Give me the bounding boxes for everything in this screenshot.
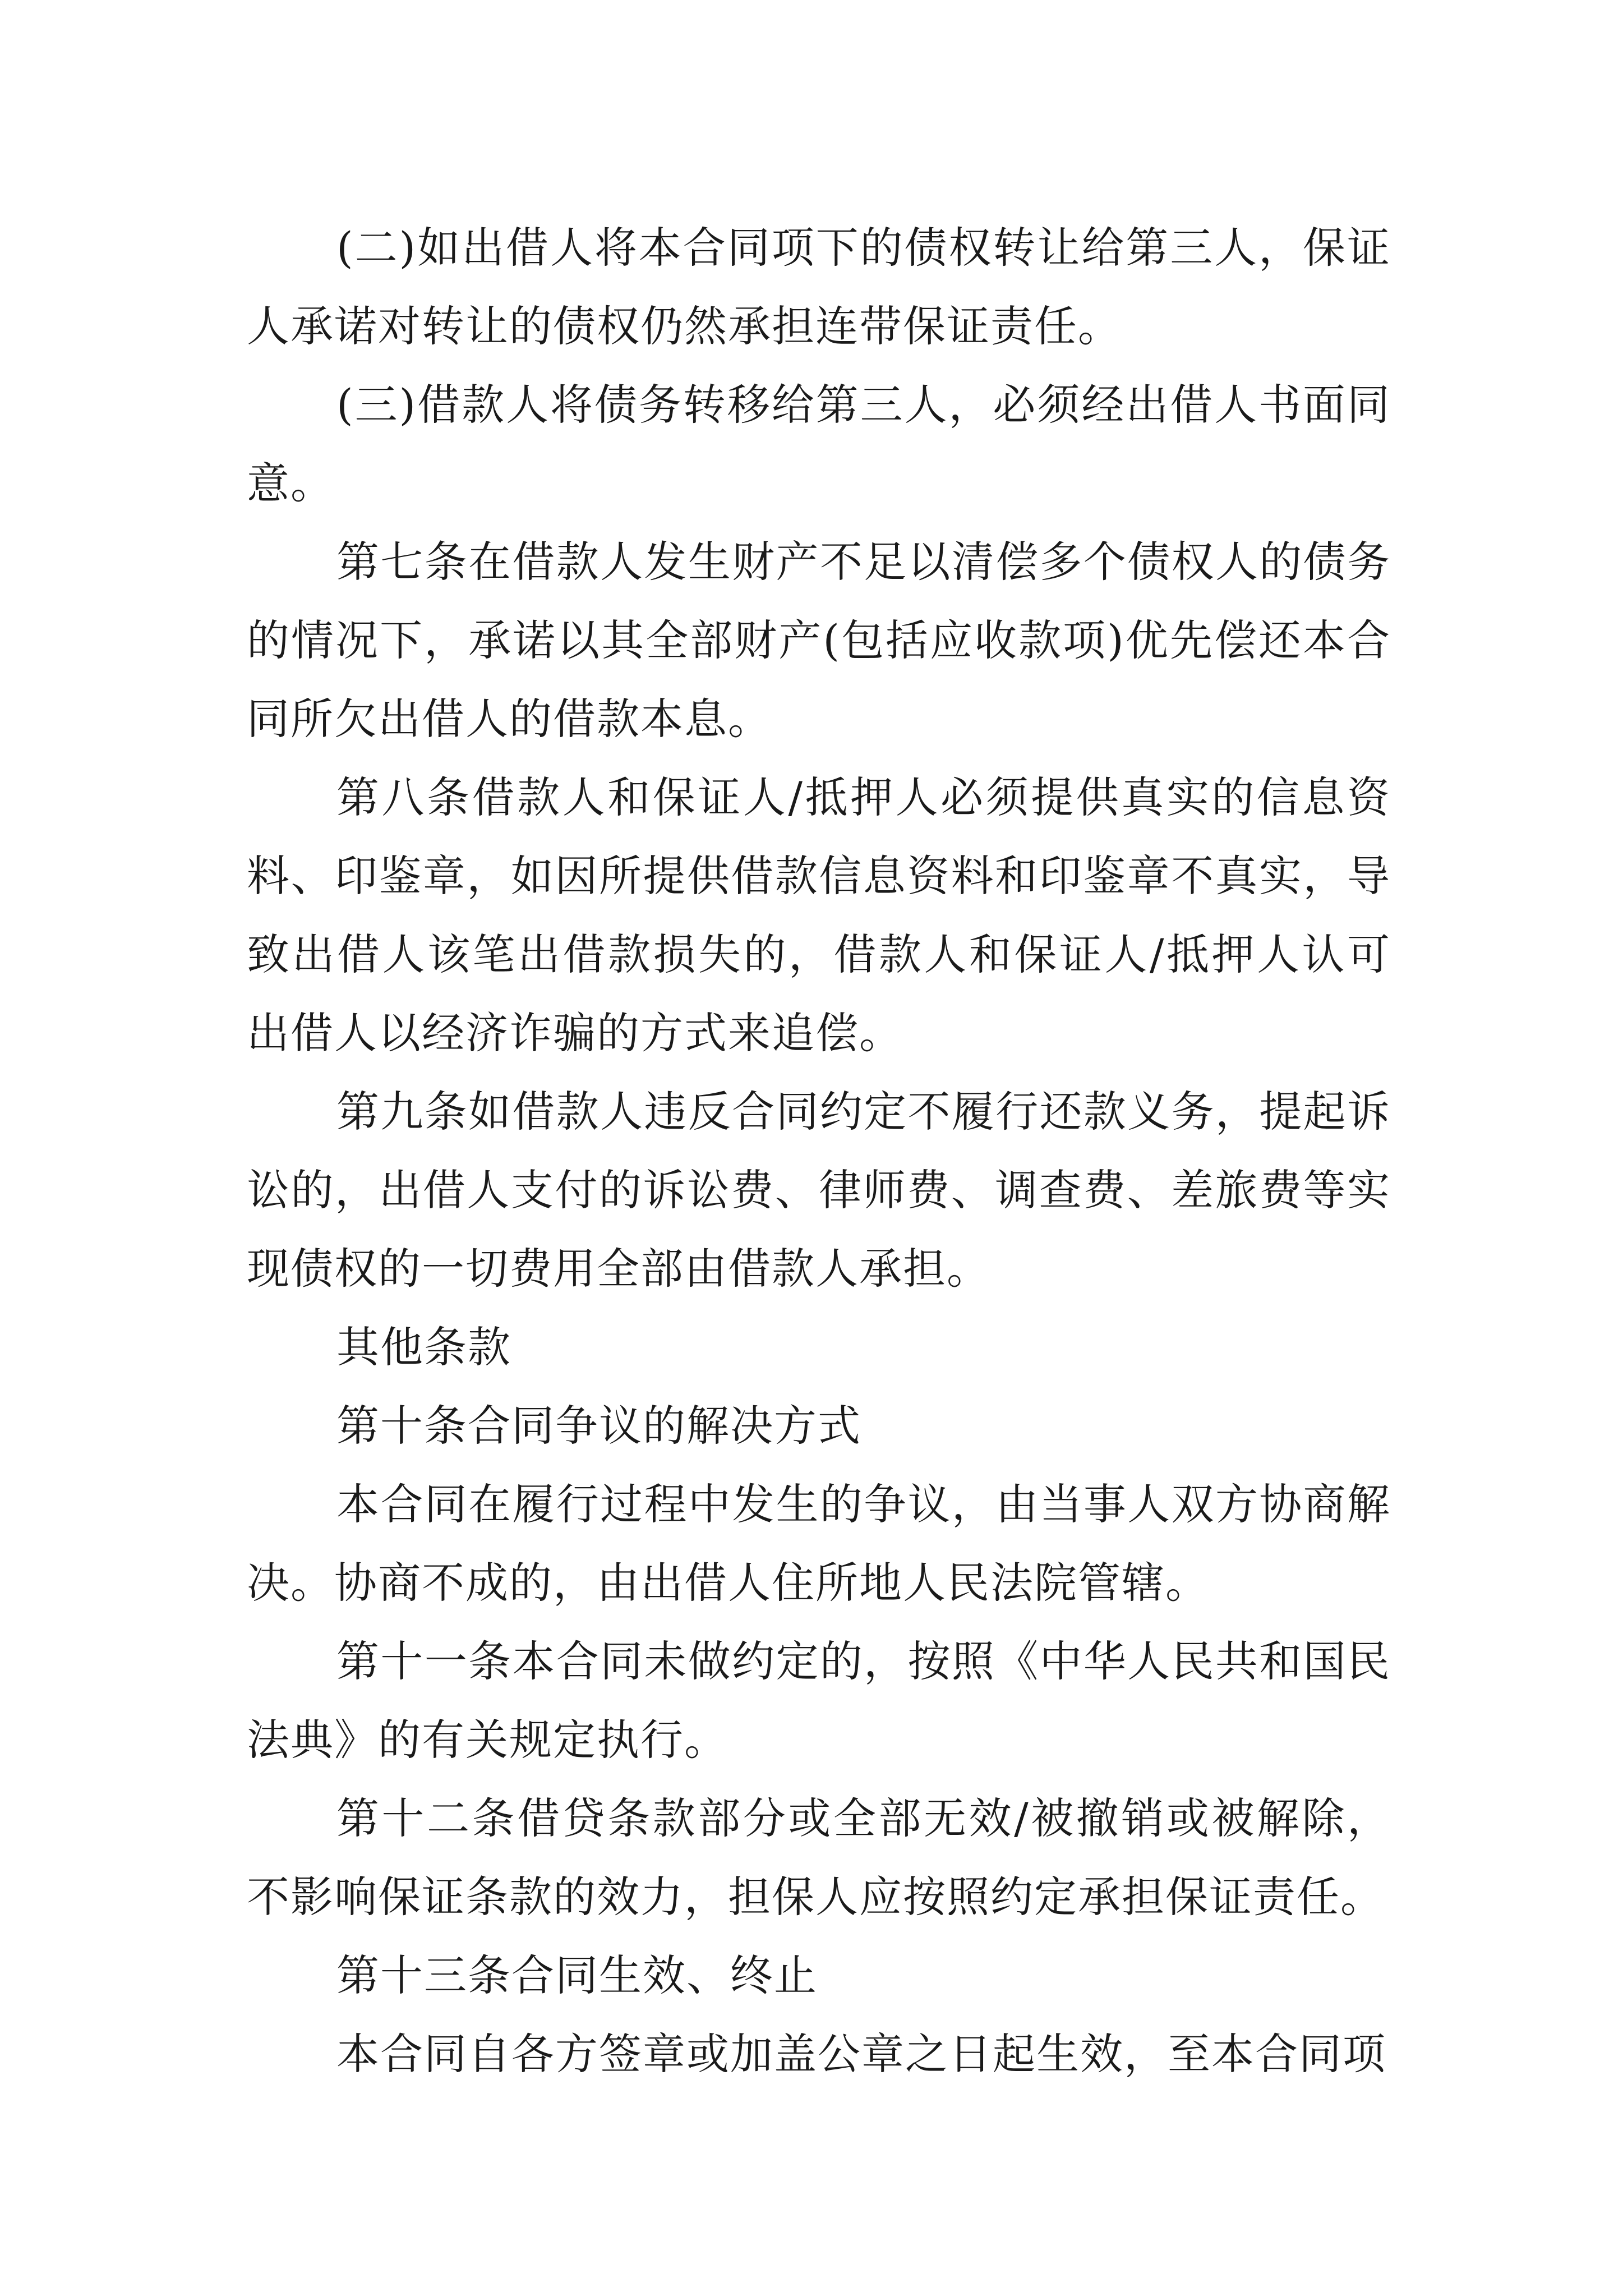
paragraph-clause-6-2: (二)如出借人将本合同项下的债权转让给第三人，保证人承诺对转让的债权仍然承担连带保证责任。 xyxy=(247,223,1391,351)
paragraph-article-8: 第八条借款人和保证人/抵押人必须提供真实的信息资料、印鉴章，如因所提供借款信息资料和印鉴章不真实，导致出借人该笔出借款损失的，借款人和保证人/抵押人认可出借人以经济诈骗的方式来追偿。 xyxy=(247,772,1391,1058)
paragraph-clause-6-3: (三)借款人将债务转移给第三人，必须经出借人书面同意。 xyxy=(247,380,1391,508)
paragraph-article-12: 第十二条借贷条款部分或全部无效/被撤销或被解除，不影响保证条款的效力，担保人应按照约定承担保证责任。 xyxy=(247,1793,1391,1922)
paragraph-article-11: 第十一条本合同未做约定的，按照《中华人民共和国民法典》的有关规定执行。 xyxy=(247,1636,1391,1765)
paragraph-dispute-resolution: 本合同在履行过程中发生的争议，由当事人双方协商解决。协商不成的，由出借人住所地人民法院管辖。 xyxy=(247,1479,1391,1608)
heading-article-10: 第十条合同争议的解决方式 xyxy=(336,1401,861,1451)
paragraph-effectiveness: 本合同自各方签章或加盖公章之日起生效，至本合同项 xyxy=(336,2029,1386,2079)
paragraph-article-7: 第七条在借款人发生财产不足以清偿多个债权人的债务的情况下，承诺以其全部财产(包括应收款项)优先偿还本合同所欠出借人的借款本息。 xyxy=(247,537,1391,744)
section-heading-other-terms: 其他条款 xyxy=(336,1322,511,1372)
heading-article-13: 第十三条合同生效、终止 xyxy=(336,1950,818,2000)
paragraph-article-9: 第九条如借款人违反合同约定不履行还款义务，提起诉讼的，出借人支付的诉讼费、律师费、调查费、差旅费等实现债权的一切费用全部由借款人承担。 xyxy=(247,1087,1391,1294)
document-body xyxy=(247,209,1391,2093)
